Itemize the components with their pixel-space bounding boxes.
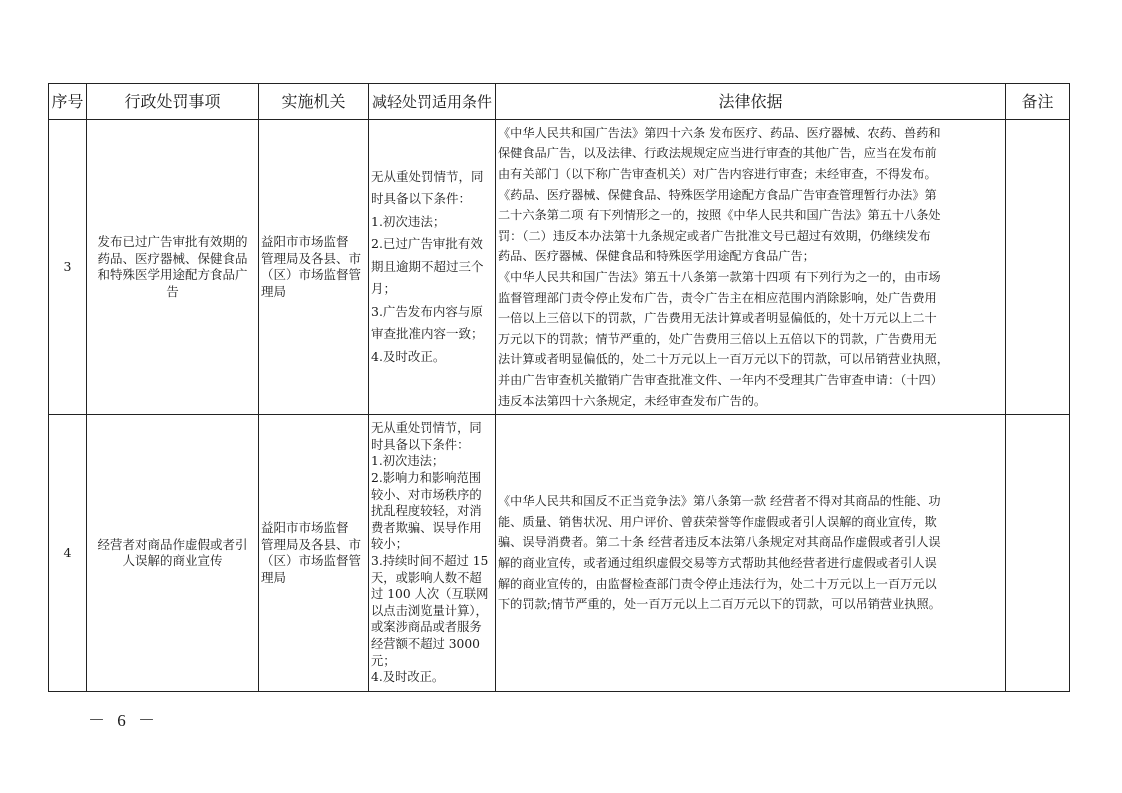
law-line: 《中华人民共和国反不正当竞争法》第八条第一款 经营者不得对其商品的性能、功: [498, 494, 941, 509]
row-law: [496, 415, 1006, 692]
cond-line: 3.广告发布内容与原: [371, 303, 483, 319]
org-line: （区）市场监督管: [261, 553, 362, 568]
cond-line: 扰乱程度较轻，对消: [371, 504, 482, 519]
row-law: [496, 120, 1006, 415]
law-line: 骗、误导消费者。第二十条 经营者违反本法第八条规定对其商品作虚假或者引人误: [498, 535, 941, 550]
penalty-table: [48, 83, 1070, 692]
cond-line: 较小、对市场秩序的: [371, 487, 482, 502]
law-line: 万元以下的罚款；情节严重的，处广告费用三倍以上五倍以下的罚款，广告费用无: [498, 331, 937, 346]
org-line: 管理局及各县、市: [261, 536, 362, 552]
cond-line: 4.及时改正。: [371, 348, 446, 364]
law-line: 法计算或者明显偏低的，处二十万元以上一百万元以下的罚款，可以吊销营业执照，: [498, 352, 949, 367]
law-line: 并由广告审查机关撤销广告审查批准文件、一年内不受理其广告审查申请：（十四）: [498, 372, 943, 387]
header-cond: 减轻处罚适用条件: [369, 84, 496, 120]
cond-line: 元；: [371, 653, 396, 668]
cond-line: 1.初次违法；: [371, 213, 446, 229]
row-remark: [1006, 415, 1070, 692]
page-number: － 6 －: [88, 711, 159, 730]
law-line: 由有关部门（以下称广告审查机关）对广告内容进行审查；未经审查，不得发布。: [498, 167, 937, 182]
law-line: 下的罚款;情节严重的，处一百万元以上二百万元以下的罚款，可以吊销营业执照。: [498, 597, 941, 612]
cond-line: 2.已过广告审批有效: [371, 236, 483, 252]
row-seq: 4: [49, 415, 87, 692]
law-line: 一倍以上三倍以下的罚款，广告费用无法计算或者明显偏低的，处十万元以上二十: [498, 311, 937, 326]
row-cond: [369, 415, 496, 692]
header-seq: 序号: [49, 84, 87, 120]
law-line: 能、质量、销售状况、用户评价、曾获荣誉等作虚假或者引人误解的商业宣传，欺: [498, 514, 937, 529]
org-line: 理局: [261, 283, 287, 299]
cond-line: 过 100 人次（互联网: [371, 587, 489, 602]
row-org: [259, 415, 369, 692]
org-line: 益阳市市场监督: [261, 520, 349, 535]
law-line: 违反本法第四十六条规定，未经审查发布广告的。: [498, 393, 767, 408]
cond-line: 以点击浏览量计算），: [371, 603, 488, 618]
item-line: 人误解的商业宣传: [122, 553, 223, 568]
row-item: [87, 120, 259, 415]
row-remark: [1006, 120, 1070, 415]
row-cond: [369, 120, 496, 415]
table-row: [49, 120, 1070, 415]
law-line: 二十六条第二项 有下列情形之一的，按照《中华人民共和国广告法》第五十八条处: [498, 208, 941, 223]
cond-line: 经营额不超过 3000: [371, 636, 480, 651]
law-line: 《中华人民共和国广告法》第五十八条第一款第十四项 有下列行为之一的，由市场: [498, 270, 941, 284]
org-line: 益阳市市场监督: [261, 234, 349, 249]
law-line: 监督管理部门责令停止发布广告，责令广告主在相应范围内消除影响，处广告费用: [498, 290, 937, 305]
cond-line: 审查批准内容一致；: [371, 326, 484, 342]
row-org: [259, 120, 369, 415]
cond-line: 较小；: [371, 537, 408, 552]
cond-line: 4.及时改正。: [371, 670, 445, 685]
cond-line: 或案涉商品或者服务: [371, 620, 482, 635]
law-line: 《药品、医疗器械、保健食品、特殊医学用途配方食品广告审查管理暂行办法》第: [498, 187, 937, 202]
law-line: 解的商业宣传，或者通过组织虚假交易等方式帮助其他经营者进行虚假或者引人误: [498, 556, 937, 570]
row-seq: 3: [49, 120, 87, 415]
cond-line: 月；: [371, 281, 397, 297]
cond-line: 1.初次违法；: [371, 454, 445, 469]
header-law: 法律依据: [496, 84, 1006, 120]
cond-line: 期且逾期不超过三个: [371, 258, 484, 274]
row-item: [87, 415, 259, 692]
law-line: 《中华人民共和国广告法》第四十六条 发布医疗、药品、医疗器械、农药、兽药和: [498, 125, 941, 140]
cond-line: 3.持续时间不超过 15: [371, 554, 489, 568]
table-row: [49, 415, 1070, 692]
cond-line: 时具备以下条件：: [371, 191, 472, 207]
org-line: （区）市场监督管: [261, 267, 362, 282]
law-line: 解的商业宣传的，由监督检查部门责令停止违法行为，处二十万元以上一百万元以: [498, 576, 937, 591]
cond-line: 时具备以下条件：: [371, 437, 470, 452]
header-item: 行政处罚事项: [87, 84, 259, 120]
cond-line: 费者欺骗、误导作用: [371, 520, 482, 535]
item-line: 药品、医疗器械、保健食品: [97, 250, 248, 266]
law-line: 药品、医疗器械、保健食品和特殊医学用途配方食品广告；: [498, 249, 815, 264]
cond-line: 无从重处罚情节，同: [371, 421, 482, 436]
law-line: 罚：（二）违反本办法第十九条规定或者广告批准文号已超过有效期，仍继续发布: [498, 228, 931, 243]
table-header-row: [49, 84, 1070, 120]
header-remark: 备注: [1006, 84, 1070, 120]
cond-line: 天，或影响人数不超: [371, 570, 482, 585]
cond-line: 2.影响力和影响范围: [371, 471, 482, 486]
item-line: 经营者对商品作虚假或者引: [97, 536, 248, 552]
org-line: 理局: [261, 569, 287, 585]
item-line: 告: [166, 283, 179, 299]
org-line: 管理局及各县、市: [261, 250, 362, 266]
item-line: 发布已过广告审批有效期的: [97, 234, 248, 249]
item-line: 和特殊医学用途配方食品广: [97, 267, 248, 282]
header-org: 实施机关: [259, 84, 369, 120]
cond-line: 无从重处罚情节，同: [371, 168, 484, 184]
law-line: 保健食品广告，以及法律、行政法规规定应当进行审查的其他广告，应当在发布前: [498, 146, 937, 161]
